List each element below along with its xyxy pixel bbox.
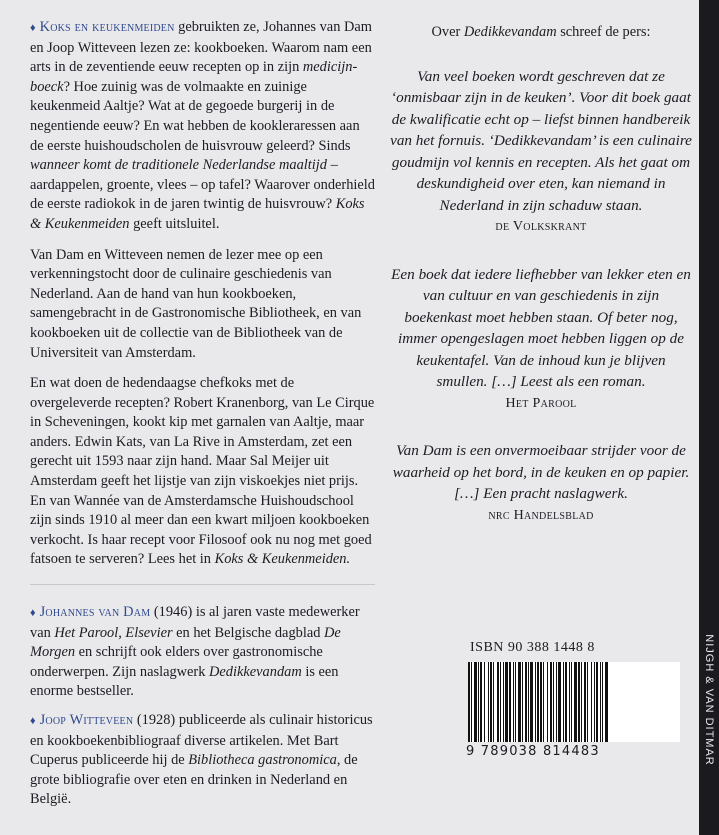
text: schreef de pers:: [556, 24, 651, 40]
italic-text: Koks & Keukenmeiden.: [214, 551, 351, 568]
text: (1946) is al jaren vaste medewerker van: [30, 604, 360, 641]
text: – aardappelen, groente, vlees – op tafel? Waarover onderhield de eerste radiokok in de jaren twintig de huisvrouw?: [30, 157, 375, 213]
italic-text: Koks & Keukenmeiden: [30, 196, 365, 232]
author-name: Joop Witteveen: [39, 712, 134, 728]
back-cover-text: [30, 18, 375, 819]
quote-parool: Een boek dat iedere liefhebber van lekker eten en van cultuur en van geschiedenis in zijn boekenkast moet hebben staan. Of beter nog, immer opengeslagen moet hebben liggen op de keukentafel. Van de inhoud kun je blijven smullen. […] Leest als een roman.: [391, 265, 691, 390]
divider: [30, 584, 375, 585]
text: is een enorme bestseller.: [30, 663, 339, 700]
author-bios: [30, 603, 375, 810]
quote-volkskrant: Van veel boeken wordt geschreven dat ze ‘onmisbaar zijn in de keuken’. Voor dit boek gaat de kwalificatie echt op – liefst binnen handbereik van het fornuis. ‘Dedikkevandam’ is een culinaire goudmijn vol kennis en recepten. Als het gaat om deskundigheid over eten, kan niemand in Nederland in zijn schaduw staan.: [390, 67, 692, 214]
text: en het Belgische dagblad: [172, 624, 325, 641]
paragraph-tour: Van Dam en Witteveen nemen de lezer mee op een verkenningstocht door de culinaire geschiedenis van Nederland. Aan de hand van hun kookboeken, samengebracht in de Gastronomische Bibliotheek, en van kookboeken uit de collectie van de Bibliotheek van de Universiteit van Amsterdam.: [30, 246, 362, 361]
diamond-icon: ♦: [30, 715, 36, 727]
diamond-icon: ♦: [30, 22, 36, 34]
source-nrc: nrc Handelsblad: [488, 507, 594, 523]
text: en schrijft ook elders over gastronomische onderwerpen. Zijn naslagwerk: [30, 644, 323, 680]
barcode-bar: [605, 662, 608, 742]
paragraph-chefs: [30, 374, 375, 570]
barcode: [468, 662, 680, 742]
quote-nrc: Van Dam is een onvermoeibaar strijder voor de waarheid op het bord, in de keuken en op papier. […] Een pracht naslagwerk.: [392, 442, 690, 502]
text: (1928) publiceerde als culinair historicus en kookboekenbibliograaf diverse artikelen. Met Bart Cuperus publiceerde hij de: [30, 712, 373, 769]
italic-text: wanneer komt de traditionele Nederlandse maaltijd: [30, 157, 327, 174]
source-volkskrant: de Volkskrant: [495, 219, 587, 234]
bio-joop: [30, 711, 375, 810]
text: En wat doen de hedendaagse chefkoks met de overgeleverde recepten? Robert Kranenborg, van Le Cirque in Scheveningen, kookt kip met garnalen van Aaltje, maar anders. Edwin Kats, van La Rive in Amsterdam, zet een gerecht uit 1593 naar zijn hand. Maar Sal Meijer uit Amsterdam geeft het lijstje van zijn viskoekjes niet prijs. En van Wannée van de Amsterdamsche Huishoudschool zijn sinds 1910 al meer dan een kwart miljoen kookboeken verkocht. Is haar recept voor Filosoof ook nu nog met goed fatsoen te serveren? Lees het in: [30, 375, 375, 568]
italic-text: De Morgen: [30, 624, 341, 661]
italic-text: Het Parool, Elsevier: [54, 624, 173, 641]
text: , de grote bibliografie over eten en drinken in Nederland en België.: [30, 752, 358, 808]
author-name: Johannes van Dam: [39, 604, 151, 621]
text: gebruikten ze, Johannes van Dam en Joop Witteveen lezen ze: kookboeken. Waarom nam een arts in de zeventiende eeuw recepten op in zijn: [30, 19, 372, 76]
text: geeft uitsluitel.: [129, 215, 220, 232]
italic-text: medicijn-boeck: [30, 59, 358, 95]
press-intro: [390, 22, 692, 44]
press-quotes: [390, 22, 692, 552]
italic-text: Dedikkevandam: [209, 663, 302, 680]
text: ? Hoe zuinig was de volmaakte en zuinige keukenmeid Aaltje? Wat at de gegoede burgerij in de negentiende eeuw? En wat hebben de kookleraressen aan de eerste huishoudscholen de huisvrouw geleerd? Sinds: [30, 78, 360, 154]
source-parool: Het Parool: [505, 395, 577, 411]
italic-text: Dedikkevandam: [463, 24, 557, 40]
text: Over: [431, 24, 464, 40]
barcode-number: 9 789038 814483: [466, 744, 600, 759]
italic-text: Bibliotheca gastronomica: [188, 752, 337, 769]
lead-phrase: Koks en keukenmeiden: [39, 19, 175, 35]
bio-johannes: [30, 603, 375, 702]
paragraph-intro: [30, 18, 375, 235]
diamond-icon: ♦: [30, 607, 36, 620]
publisher-name: NIJGH & VAN DITMAR: [703, 634, 715, 766]
isbn-label: ISBN 90 388 1448 8: [470, 640, 595, 655]
